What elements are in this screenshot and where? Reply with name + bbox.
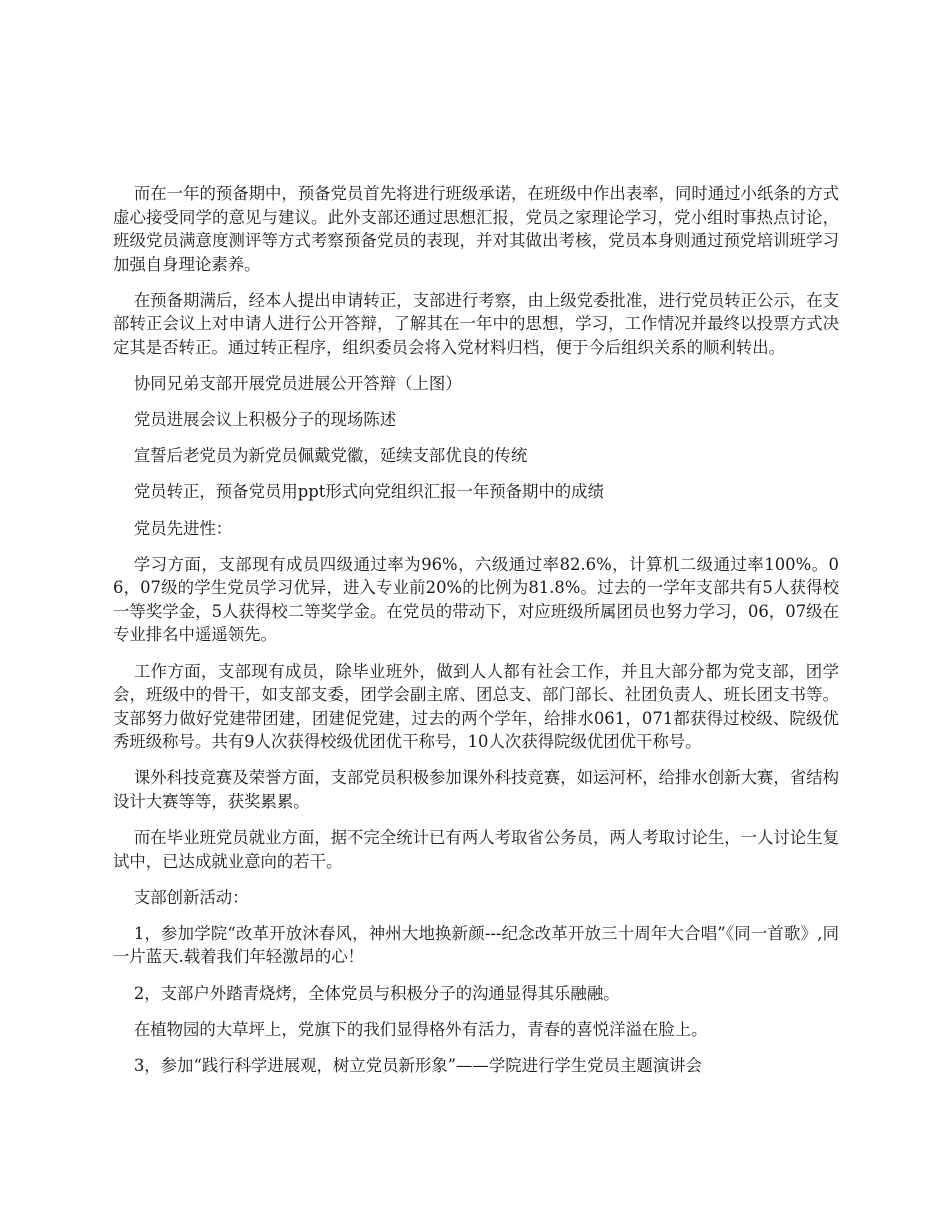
paragraph-confirmation: 在预备期满后，经本人提出申请转正，支部进行考察，由上级党委批准，进行党员转正公示，在支部转正会议上对申请人进行公开答辩，了解其在一年中的思想，学习，工作情况并最终以投票方式决定其是否转正。通过转正程序，组织委员会将入党材料归档，便于今后组织关系的顺利转出。 (113, 290, 839, 358)
caption-public-defense: 协同兄弟支部开展党员进展公开答辩（上图） (133, 374, 462, 394)
document-body (113, 182, 839, 1090)
section-heading-advancement: 党员先进性： (133, 518, 233, 538)
caption-activist-statement: 党员进展会议上积极分子的现场陈述 (133, 410, 397, 430)
list-item-bbq: 2，支部户外踏青烧烤，全体党员与积极分子的沟通显得其乐融融。 (133, 983, 620, 1003)
caption-party-badge: 宣誓后老党员为新党员佩戴党徽，延续支部优良的传统 (133, 446, 528, 466)
caption-ppt-report: 党员转正，预备党员用ppt形式向党组织汇报一年预备期中的成绩 (133, 482, 604, 502)
section-heading-innovation: 支部创新活动： (133, 887, 249, 907)
paragraph-competitions: 课外科技竞赛及荣誉方面，支部党员积极参加课外科技竞赛，如运河杯，给排水创新大赛，省结构设计大赛等等，获奖累累。 (113, 768, 839, 811)
paragraph-botanical-garden: 在植物园的大草坪上，党旗下的我们显得格外有活力，青春的喜悦洋溢在脸上。 (133, 1019, 708, 1039)
paragraph-probation: 而在一年的预备期中，预备党员首先将进行班级承诺，在班级中作出表率，同时通过小纸条的方式虚心接受同学的意见与建议。此外支部还通过思想汇报，党员之家理论学习，党小组时事热点讨论，班级党员满意度测评等方式考察预备党员的表现，并对其做出考核，党员本身则通过预党培训班学习加强自身理论素养。 (113, 184, 839, 274)
paragraph-work: 工作方面，支部现有成员，除毕业班外，做到人人都有社会工作，并且大部分都为党支部，团学会，班级中的骨干，如支部支委，团学会副主席、团总支、部门部长、社团负责人、班长团支书等。支部努力做好党建带团建，团建促党建，过去的两个学年，给排水061，071都获得过校级、院级优秀班级称号。共有9人次获得校级优团优干称号，10人次获得院级优团优干称号。 (113, 661, 839, 752)
paragraph-employment: 而在毕业班党员就业方面，据不完全统计已有两人考取省公务员，两人考取讨论生，一人讨论生复试中，已达成就业意向的若干。 (113, 828, 839, 871)
paragraph-study: 学习方面，支部现有成员四级通过率为96%，六级通过率82.6%，计算机二级通过率100%。06，07级的学生党员学习优异，进入专业前20%的比例为81.8%。过去的一学年支部共有5人获得校一等奖学金，5人获得校二等奖学金。在党员的带动下，对应班级所属团员也努力学习，06，07级在专业排名中遥遥领先。 (113, 554, 839, 645)
list-item-speech-contest: 3，参加“践行科学进展观，树立党员新形象”——学院进行学生党员主题演讲会 (133, 1055, 702, 1075)
list-item-choir: 1，参加学院“改革开放沐春风，神州大地换新颜---纪念改革开放三十周年大合唱”《同一首歌》,同一片蓝天.载着我们年轻激昂的心！ (113, 923, 839, 967)
